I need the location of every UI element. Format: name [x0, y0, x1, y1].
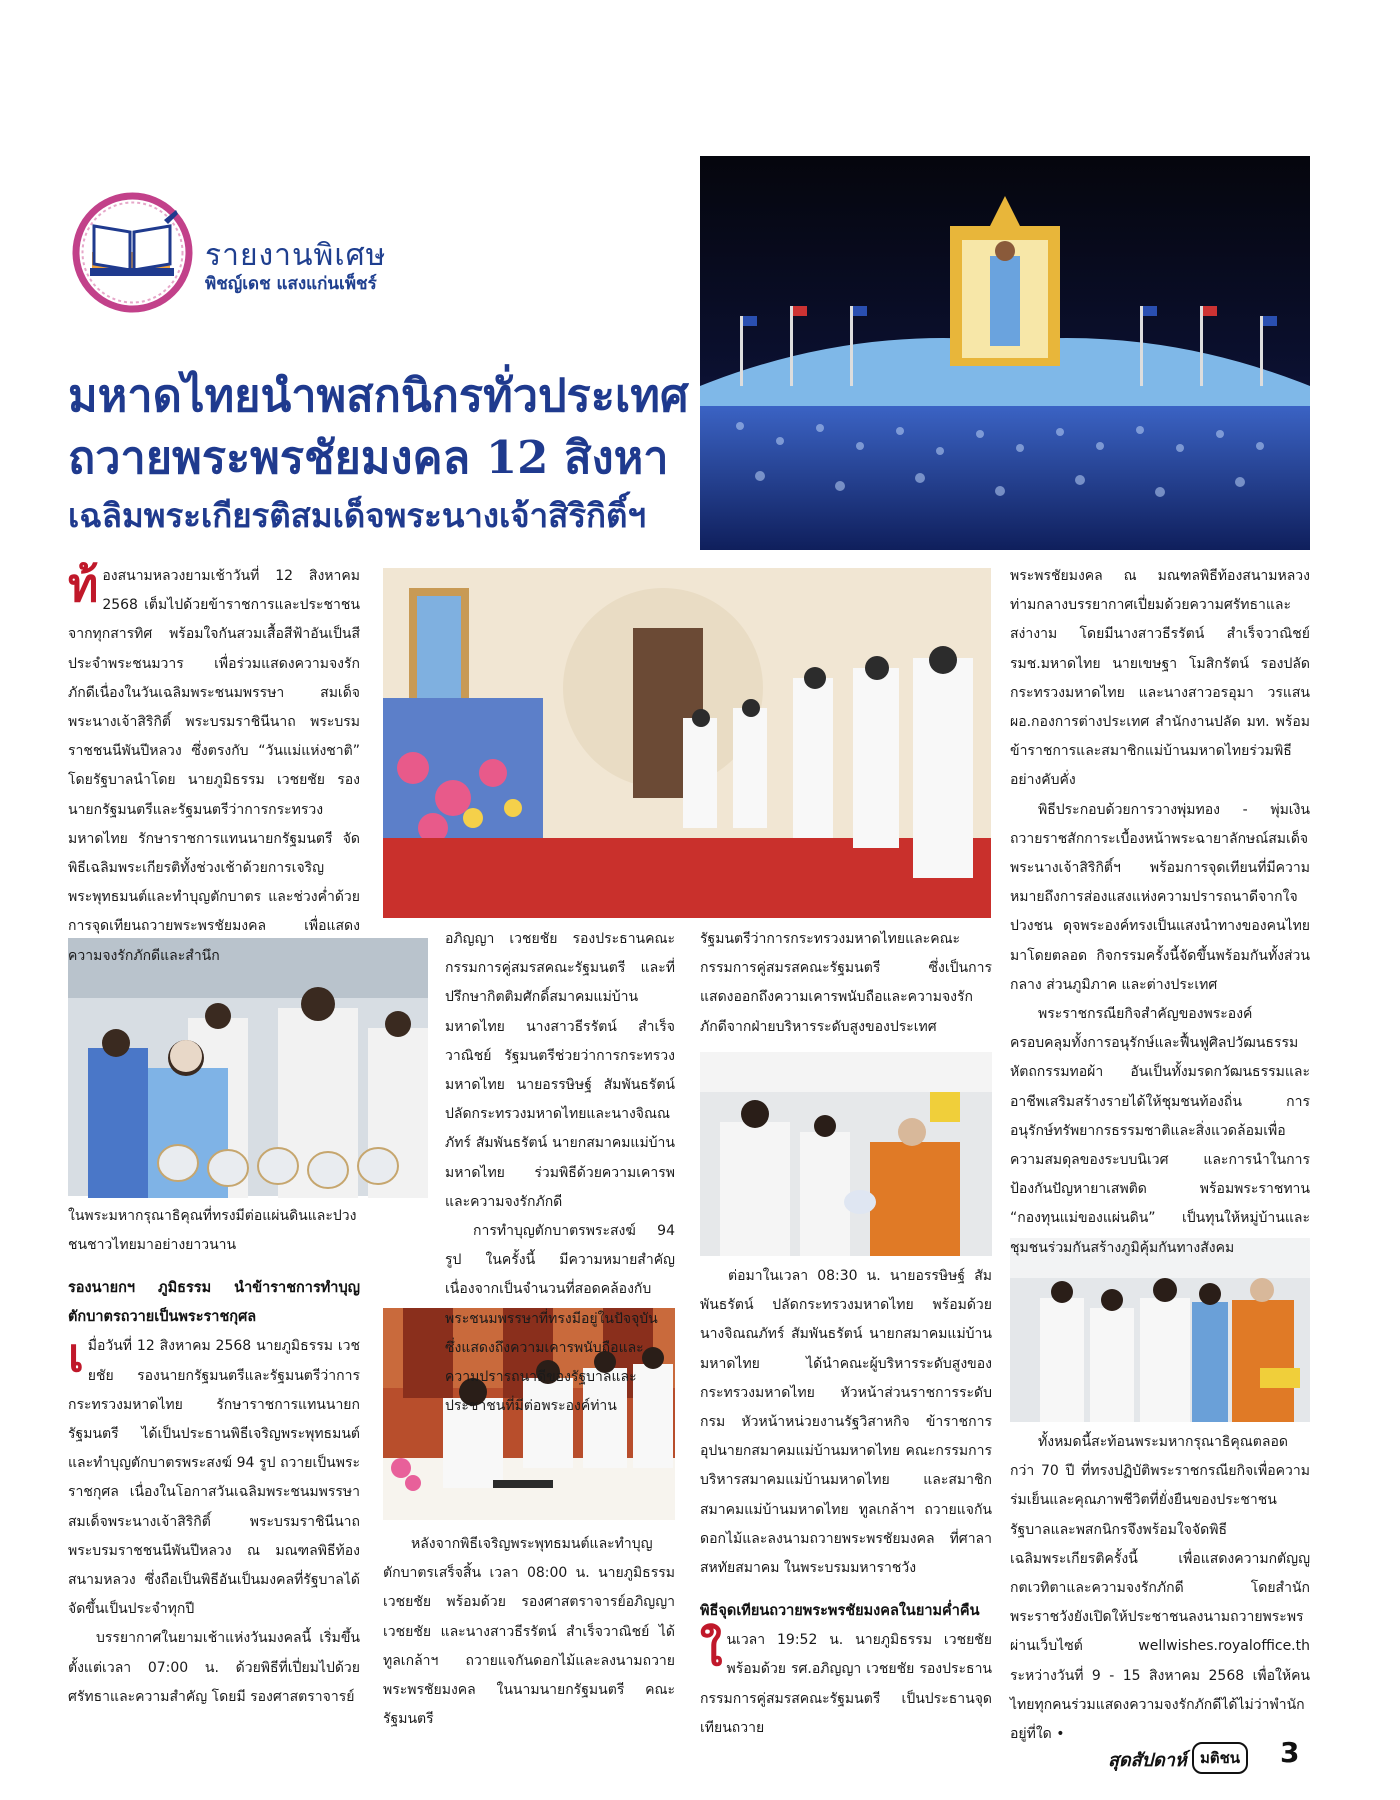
column-1-paragraph-2: ในพระมหากรุณาธิคุณที่ทรงมีต่อแผ่นดินและปวงชนชาวไทยมาอย่างยาวนาน — [68, 1208, 357, 1254]
drop-cap: เ — [68, 1328, 84, 1383]
column-1-top — [68, 558, 360, 964]
headline — [68, 365, 688, 543]
section-logo-badge — [70, 190, 195, 315]
drop-cap: ใ — [700, 1622, 723, 1677]
headline-line-1: มหาดไทยนำพสกนิกรทั่วประเทศ — [68, 369, 689, 422]
page-number: 3 — [1280, 1736, 1300, 1769]
column-4-paragraph-1: พระพรชัยมงคล ณ มณฑลพิธีท้องสนามหลวง ท่ามกลางบรรยากาศเปี่ยมด้วยความศรัทธาและสง่างาม โดยมีนางสาวธีรรัตน์ สำเร็จวาณิชย์ รมช.มหาดไทย นายเขษฐา โมสิกรัตน์ รองปลัดกระทรวงมหาดไทย และนางสาวอรอุมา วรแสน ผอ.กองการต่างประเทศ สำนักงานปลัด มท. พร้อมข้าราชการและสมาชิกแม่บ้านมหาดไทยร่วมพิธีอย่างคับคั่ง — [1010, 568, 1310, 789]
photo-officials-monk — [1010, 1238, 1310, 1422]
column-1-paragraph-4: บรรยากาศในยามเช้าแห่งวันมงคลนี้ เริ่มขึ้นตั้งแต่เวลา 07:00 น. ด้วยพิธีที่เปี่ยมไปด้วยศรัทธาและความสำคัญ โดยมี รองศาสตราจารย์ — [68, 1630, 360, 1705]
column-4-top — [1010, 562, 1310, 1256]
column-2-paragraph-2: การทำบุญตักบาตรพระสงฆ์ 94 รูป ในครั้งนี้ มีความหมายสำคัญ เนื่องจากเป็นจำนวนที่สอดคล้องกับพระชนมพรรษาที่ทรงมีอยู่ในปัจจุบัน ซึ่งแสดงถึงความเคารพนับถือและความปรารถนาดีของรัฐบาลและประชาชนที่มีต่อพระองค์ท่าน — [445, 1223, 675, 1415]
column-1-paragraph-1: องสนามหลวงยามเช้าวันที่ 12 สิงหาคม 2568 เต็มไปด้วยข้าราชการและประชาชนจากทุกสารทิศ พร้อมใจกันสวมเสื้อสีฟ้าอันเป็นสีประจำพระชนมวาร เพื่อร่วมแสดงความจงรักภักดีเนื่องในวันเฉลิมพระชนมพรรษา สมเด็จพระนางเจ้าสิริกิติ์ พระบรมราชินีนาถ พระบรมราชชนนีพันปีหลวง ซึ่งตรงกับ “วันแม่แห่งชาติ” โดยรัฐบาลนำโดย นายภูมิธรรม เวชยชัย รองนายกรัฐมนตรีและรัฐมนตรีว่าการกระทรวงมหาดไทย รักษาราชการแทนนายกรัฐมนตรี จัดพิธีเฉลิมพระเกียรติทั้งช่วงเช้าด้วยการเจริญพระพุทธมนต์และทำบุญตักบาตร และช่วงค่ำด้วยการจุดเทียนถวายพระพรชัยมงคล เพื่อแสดงความจงรักภักดีและสำนึก — [68, 568, 360, 964]
column-3-bottom — [700, 1262, 992, 1736]
photo-night-ceremony — [700, 156, 1310, 550]
footer-magazine-name: สุดสัปดาห์ — [1108, 1750, 1187, 1771]
column-3-paragraph-1: รัฐมนตรีว่าการกระทรวงมหาดไทยและคณะกรรมการคู่สมรสคณะรัฐมนตรี ซึ่งเป็นการแสดงออกถึงความเคารพนับถือและความจงรักภักดีจากฝ่ายบริหารระดับสูงของประเทศ — [700, 931, 992, 1035]
headline-line-2: ถวายพระพรชัยมงคล 12 สิงหา — [68, 431, 669, 484]
column-3-subhead: พิธีจุดเทียนถวายพระพรชัยมงคลในยามค่ำคืน — [700, 1603, 980, 1620]
column-1-paragraph-3: มื่อวันที่ 12 สิงหาคม 2568 นายภูมิธรรม เวชยชัย รองนายกรัฐมนตรีและรัฐมนตรีว่าการกระทรวงมหาดไทย รักษาราชการแทนนายกรัฐมนตรี ได้เป็นประธานพิธีเจริญพระพุทธมนต์และทำบุญตักบาตรพระสงฆ์ 94 รูป ถวายเป็นพระราชกุศล เนื่องในโอกาสวันเฉลิมพระชนมพรรษา สมเด็จพระนางเจ้าสิริกิติ์ พระบรมราชินีนาถ พระบรมราชชนนีพันปีหลวง ณ มณฑลพิธีท้องสนามหลวง ซึ่งถือเป็นพิธีอันเป็นมงคลที่รัฐบาลได้จัดขึ้นเป็นประจำทุกปี — [68, 1338, 360, 1618]
footer-brand-logo: มติชน — [1192, 1742, 1248, 1774]
photo-almsgiving-monk — [700, 1052, 992, 1256]
column-4-paragraph-4: ทั้งหมดนี้สะท้อนพระมหากรุณาธิคุณตลอดกว่า 70 ปี ที่ทรงปฏิบัติพระราชกรณียกิจเพื่อความร่มเย็นและคุณภาพชีวิตที่ยั่งยืนของประชาชน รัฐบาลและพสกนิกรจึงพร้อมใจจัดพิธีเฉลิมพระเกียรติครั้งนี้ เพื่อแสดงความกตัญญูกตเวทิตาและความจงรักภักดี โดยสำนักพระราชวังยังเปิดให้ประชาชนลงนามถวายพระพรผ่านเว็บไซต์ wellwishes.royaloffice.th ระหว่างวันที่ 9 - 15 สิงหาคม 2568 เพื่อให้คนไทยทุกคนร่วมแสดงความจงรักภักดีได้ไม่ว่าพำนักอยู่ที่ใด • — [1010, 1434, 1310, 1743]
column-2-top — [445, 925, 675, 1415]
column-4-paragraph-3: พระราชกรณียกิจสำคัญของพระองค์ ครอบคลุมทั้งการอนุรักษ์และฟื้นฟูศิลปวัฒนธรรม หัตถกรรมทอผ้า อันเป็นทั้งมรดกวัฒนธรรมและอาชีพเสริมสร้างรายได้ให้ชุมชนท้องถิ่น การอนุรักษ์ทรัพยากรธรรมชาติและสิ่งแวดล้อมเพื่อความสมดุลของระบบนิเวศ และการนำในการป้องกันปัญหายาเสพติด พร้อมพระราชทาน “กองทุนแม่ของแผ่นดิน” เป็นทุนให้หมู่บ้านและชุมชนร่วมกันสร้างภูมิคุ้มกันทางสังคม — [1010, 1006, 1310, 1256]
column-1-subhead: รองนายกฯ ภูมิธรรม นำข้าราชการทำบุญตักบาตรถวายเป็นพระราชกุศล — [68, 1280, 360, 1326]
photo-women-officials — [68, 938, 428, 1196]
column-4-bottom — [1010, 1428, 1310, 1743]
author-byline: พิชญ์เดช แสงแก่นเพ็ชร์ — [205, 274, 377, 294]
photo-officials-bowing — [383, 568, 991, 918]
column-2-paragraph-1: อภิญญา เวชยชัย รองประธานคณะกรรมการคู่สมรสคณะรัฐมนตรี และที่ปรึกษากิตติมศักดิ์สมาคมแม่บ้านมหาดไทย นางสาวธีรรัตน์ สำเร็จวาณิชย์ รัฐมนตรีช่วยว่าการกระทรวงมหาดไทย นายอรรษิษฐ์ สัมพันธรัตน์ ปลัดกระทรวงมหาดไทยและนางจิณณภัทร์ สัมพันธรัตน์ นายกสมาคมแม่บ้านมหาดไทย ร่วมพิธีด้วยความเคารพและความจงรักภักดี — [445, 931, 675, 1210]
column-4-paragraph-2: พิธีประกอบด้วยการวางพุ่มทอง - พุ่มเงิน ถวายราชสักการะเบื้องหน้าพระฉายาลักษณ์สมเด็จพระนางเจ้าสิริกิติ์ฯ พร้อมการจุดเทียนที่มีความหมายถึงการส่องแสงแห่งความปรารถนาดีจากใจปวงชน ดุจพระองค์ทรงเป็นแสงนำทางของคนไทยมาโดยตลอด กิจกรรมครั้งนี้จัดขึ้นพร้อมกันทั้งส่วนกลาง ส่วนภูมิภาค และต่างประเทศ — [1010, 801, 1310, 993]
drop-cap: ท้ — [68, 558, 99, 612]
column-3-paragraph-2: ต่อมาในเวลา 08:30 น. นายอรรษิษฐ์ สัมพันธรัตน์ ปลัดกระทรวงมหาดไทย พร้อมด้วย นางจิณณภัทร์ สัมพันธรัตน์ นายกสมาคมแม่บ้านมหาดไทย ได้นำคณะผู้บริหารระดับสูงของกระทรวงมหาดไทย หัวหน้าส่วนราชการระดับกรม หัวหน้าหน่วยงานรัฐวิสาหกิจ ข้าราชการ อุปนายกสมาคมแม่บ้านมหาดไทย คณะกรรมการบริหารสมาคมแม่บ้านมหาดไทย และสมาชิกสมาคมแม่บ้านมหาดไทย ทูลเกล้าฯ ถวายแจกันดอกไม้และลงนามถวายพระพรชัยมงคล ที่ศาลาสหทัยสมาคม ในพระบรมมหาราชวัง — [700, 1268, 992, 1577]
column-2-bottom — [383, 1530, 675, 1728]
column-1-bottom — [68, 1202, 360, 1705]
column-3-paragraph-3: นเวลา 19:52 น. นายภูมิธรรม เวชยชัย พร้อมด้วย รศ.อภิญญา เวชยชัย รองประธานกรรมการคู่สมรสคณะรัฐมนตรี เป็นประธานจุดเทียนถวาย — [700, 1632, 992, 1736]
section-label: รายงานพิเศษ — [205, 238, 387, 273]
column-3-top — [700, 925, 992, 1045]
column-2-paragraph-3: หลังจากพิธีเจริญพระพุทธมนต์และทำบุญตักบาตรเสร็จสิ้น เวลา 08:00 น. นายภูมิธรรม เวชยชัย พร้อมด้วย รองศาสตราจารย์อภิญญา เวชยชัย และนางสาวธีรรัตน์ สำเร็จวาณิชย์ ได้ทูลเกล้าฯ ถวายแจกันดอกไม้และลงนามถวายพระพรชัยมงคล ในนามนายกรัฐมนตรี คณะรัฐมนตรี — [383, 1536, 675, 1728]
headline-line-3: เฉลิมพระเกียรติสมเด็จพระนางเจ้าสิริกิติ์ฯ — [68, 496, 646, 535]
